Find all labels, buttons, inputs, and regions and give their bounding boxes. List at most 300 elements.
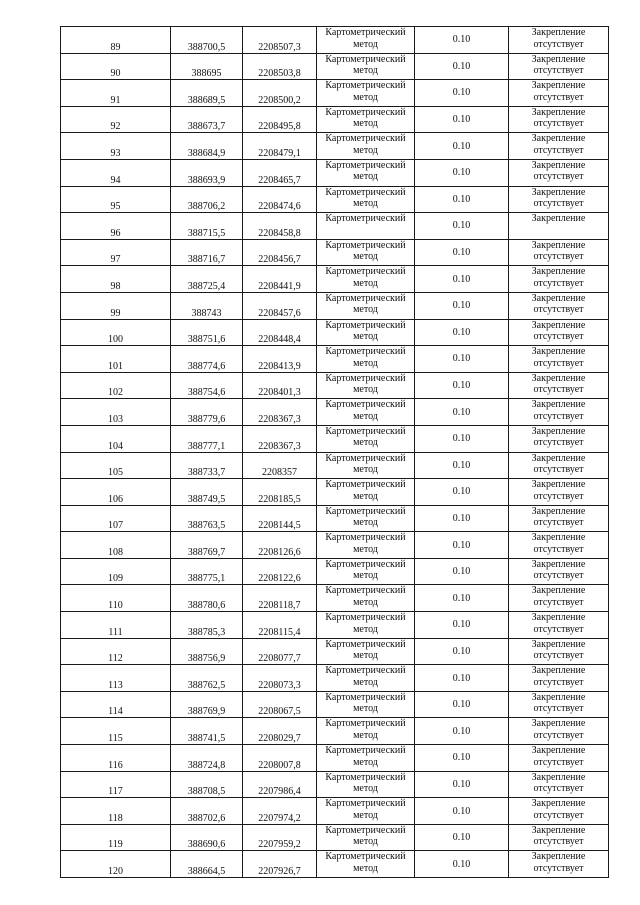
table-row bbox=[61, 505, 609, 532]
point-number-cell: 96 bbox=[61, 213, 171, 240]
method-cell-line: Картометрический bbox=[325, 399, 406, 411]
x-coordinate-cell: 388689,5 bbox=[171, 80, 243, 107]
method-cell-line: Картометрический bbox=[325, 851, 406, 863]
fixing-cell bbox=[509, 106, 609, 133]
accuracy-cell: 0.10 bbox=[415, 452, 509, 479]
y-coordinate-cell: 2207959,2 bbox=[243, 824, 317, 851]
method-cell-line: метод bbox=[353, 543, 378, 555]
fixing-cell-line: отсутствует bbox=[533, 596, 584, 608]
y-coordinate-cell: 2208401,3 bbox=[243, 372, 317, 399]
accuracy-cell: 0.10 bbox=[415, 53, 509, 80]
method-cell-line: Картометрический bbox=[325, 558, 406, 570]
fixing-cell-line: Закрепление bbox=[531, 292, 586, 304]
accuracy-cell: 0.10 bbox=[415, 266, 509, 293]
fixing-cell-line: отсутствует bbox=[533, 836, 584, 848]
fixing-cell-line: Закрепление bbox=[531, 27, 586, 38]
fixing-cell bbox=[509, 505, 609, 532]
fixing-cell bbox=[509, 80, 609, 107]
method-cell bbox=[317, 612, 415, 639]
table-row bbox=[61, 691, 609, 718]
method-cell-line: Картометрический bbox=[325, 665, 406, 677]
fixing-cell-line: отсутствует bbox=[533, 650, 584, 662]
x-coordinate-cell: 388716,7 bbox=[171, 239, 243, 266]
fixing-cell bbox=[509, 425, 609, 452]
table-row bbox=[61, 399, 609, 426]
y-coordinate-cell: 2208007,8 bbox=[243, 745, 317, 772]
point-number-cell: 106 bbox=[61, 479, 171, 506]
x-coordinate-cell: 388769,9 bbox=[171, 691, 243, 718]
fixing-cell bbox=[509, 186, 609, 213]
fixing-cell bbox=[509, 718, 609, 745]
x-coordinate-cell: 388769,7 bbox=[171, 532, 243, 559]
fixing-cell bbox=[509, 346, 609, 373]
method-cell-line: метод bbox=[353, 517, 378, 529]
fixing-cell-line: отсутствует bbox=[533, 357, 584, 369]
point-number-cell: 114 bbox=[61, 691, 171, 718]
fixing-cell bbox=[509, 532, 609, 559]
y-coordinate-cell: 2207974,2 bbox=[243, 798, 317, 825]
point-number-cell: 103 bbox=[61, 399, 171, 426]
fixing-cell-line: отсутствует bbox=[533, 862, 584, 874]
x-coordinate-cell: 388775,1 bbox=[171, 558, 243, 585]
method-cell-line: метод bbox=[353, 862, 378, 874]
method-cell-line: метод bbox=[353, 836, 378, 848]
fixing-cell bbox=[509, 612, 609, 639]
fixing-cell-line: Закрепление bbox=[531, 691, 586, 703]
method-cell-line: метод bbox=[353, 596, 378, 608]
fixing-cell-line: отсутствует bbox=[533, 809, 584, 821]
table-row bbox=[61, 292, 609, 319]
fixing-cell bbox=[509, 771, 609, 798]
fixing-cell-line: отсутствует bbox=[533, 517, 584, 529]
method-cell-line: Картометрический bbox=[325, 213, 406, 225]
fixing-cell-line: отсутствует bbox=[533, 277, 584, 289]
fixing-cell-line: отсутствует bbox=[533, 198, 584, 210]
accuracy-cell: 0.10 bbox=[415, 479, 509, 506]
method-cell-line: метод bbox=[353, 650, 378, 662]
y-coordinate-cell: 2208122,6 bbox=[243, 558, 317, 585]
y-coordinate-cell: 2208118,7 bbox=[243, 585, 317, 612]
method-cell-line: метод bbox=[353, 623, 378, 635]
fixing-cell-line: отсутствует bbox=[533, 703, 584, 715]
method-cell bbox=[317, 292, 415, 319]
fixing-cell-line: отсутствует bbox=[533, 623, 584, 635]
y-coordinate-cell: 2208448,4 bbox=[243, 319, 317, 346]
fixing-cell-line: отсутствует bbox=[533, 437, 584, 449]
method-cell-line: метод bbox=[353, 384, 378, 396]
fixing-cell bbox=[509, 266, 609, 293]
method-cell-line: метод bbox=[353, 809, 378, 821]
fixing-cell-line: отсутствует bbox=[533, 676, 584, 688]
y-coordinate-cell: 2208500,2 bbox=[243, 80, 317, 107]
method-cell-line: Картометрический bbox=[325, 452, 406, 464]
fixing-cell-line: Закрепление bbox=[531, 159, 586, 171]
method-cell bbox=[317, 399, 415, 426]
fixing-cell bbox=[509, 665, 609, 692]
accuracy-cell: 0.10 bbox=[415, 771, 509, 798]
accuracy-cell: 0.10 bbox=[415, 824, 509, 851]
method-cell bbox=[317, 80, 415, 107]
point-number-cell: 119 bbox=[61, 824, 171, 851]
x-coordinate-cell: 388715,5 bbox=[171, 213, 243, 240]
x-coordinate-cell: 388706,2 bbox=[171, 186, 243, 213]
accuracy-cell: 0.10 bbox=[415, 346, 509, 373]
method-cell-line: Картометрический bbox=[325, 27, 406, 38]
method-cell-line: метод bbox=[353, 171, 378, 183]
x-coordinate-cell: 388763,5 bbox=[171, 505, 243, 532]
fixing-cell-line: отсутствует bbox=[533, 729, 584, 741]
accuracy-cell: 0.10 bbox=[415, 798, 509, 825]
table-row bbox=[61, 27, 609, 54]
fixing-cell bbox=[509, 27, 609, 54]
fixing-cell-line: Закрепление bbox=[531, 80, 586, 92]
y-coordinate-cell: 2207926,7 bbox=[243, 851, 317, 878]
table-row bbox=[61, 479, 609, 506]
table-row bbox=[61, 771, 609, 798]
method-cell-line: Картометрический bbox=[325, 106, 406, 118]
table-row bbox=[61, 213, 609, 240]
method-cell-line: метод bbox=[353, 410, 378, 422]
x-coordinate-cell: 388762,5 bbox=[171, 665, 243, 692]
accuracy-cell: 0.10 bbox=[415, 133, 509, 160]
x-coordinate-cell: 388708,5 bbox=[171, 771, 243, 798]
method-cell bbox=[317, 745, 415, 772]
table-row bbox=[61, 372, 609, 399]
table-row bbox=[61, 452, 609, 479]
x-coordinate-cell: 388777,1 bbox=[171, 425, 243, 452]
method-cell bbox=[317, 186, 415, 213]
point-number-cell: 91 bbox=[61, 80, 171, 107]
point-number-cell: 99 bbox=[61, 292, 171, 319]
table-row bbox=[61, 159, 609, 186]
method-cell bbox=[317, 851, 415, 878]
fixing-cell-line: Закрепление bbox=[531, 425, 586, 437]
fixing-cell bbox=[509, 638, 609, 665]
method-cell bbox=[317, 159, 415, 186]
fixing-cell bbox=[509, 558, 609, 585]
x-coordinate-cell: 388693,9 bbox=[171, 159, 243, 186]
x-coordinate-cell: 388780,6 bbox=[171, 585, 243, 612]
x-coordinate-cell: 388756,9 bbox=[171, 638, 243, 665]
x-coordinate-cell: 388774,6 bbox=[171, 346, 243, 373]
point-number-cell: 95 bbox=[61, 186, 171, 213]
fixing-cell-line: Закрепление bbox=[531, 372, 586, 384]
accuracy-cell: 0.10 bbox=[415, 80, 509, 107]
x-coordinate-cell: 388725,4 bbox=[171, 266, 243, 293]
y-coordinate-cell: 2208474,6 bbox=[243, 186, 317, 213]
method-cell-line: Картометрический bbox=[325, 292, 406, 304]
point-number-cell: 118 bbox=[61, 798, 171, 825]
method-cell-line: метод bbox=[353, 118, 378, 130]
point-number-cell: 117 bbox=[61, 771, 171, 798]
point-number-cell: 115 bbox=[61, 718, 171, 745]
method-cell-line: метод bbox=[353, 437, 378, 449]
accuracy-cell: 0.10 bbox=[415, 532, 509, 559]
method-cell-line: Картометрический bbox=[325, 532, 406, 544]
method-cell bbox=[317, 133, 415, 160]
fixing-cell-line: отсутствует bbox=[533, 756, 584, 768]
point-number-cell: 98 bbox=[61, 266, 171, 293]
fixing-cell-line: Закрепление bbox=[531, 266, 586, 278]
accuracy-cell: 0.10 bbox=[415, 106, 509, 133]
method-cell-line: Картометрический bbox=[325, 585, 406, 597]
point-number-cell: 112 bbox=[61, 638, 171, 665]
fixing-cell bbox=[509, 239, 609, 266]
table-row bbox=[61, 266, 609, 293]
fixing-cell bbox=[509, 479, 609, 506]
method-cell-line: метод bbox=[353, 65, 378, 77]
method-cell-line: Картометрический bbox=[325, 319, 406, 331]
method-cell bbox=[317, 771, 415, 798]
method-cell-line: Картометрический bbox=[325, 638, 406, 650]
point-number-cell: 94 bbox=[61, 159, 171, 186]
x-coordinate-cell: 388785,3 bbox=[171, 612, 243, 639]
fixing-cell-line: Закрепление bbox=[531, 798, 586, 810]
method-cell bbox=[317, 505, 415, 532]
fixing-cell-line: Закрепление bbox=[531, 53, 586, 65]
fixing-cell bbox=[509, 159, 609, 186]
accuracy-cell: 0.10 bbox=[415, 27, 509, 54]
fixing-cell-line: Закрепление bbox=[531, 319, 586, 331]
y-coordinate-cell: 2208185,5 bbox=[243, 479, 317, 506]
fixing-cell-line: отсутствует bbox=[533, 38, 584, 50]
method-cell bbox=[317, 372, 415, 399]
fixing-cell-line: Закрепление bbox=[531, 851, 586, 863]
x-coordinate-cell: 388664,5 bbox=[171, 851, 243, 878]
fixing-cell-line: отсутствует bbox=[533, 144, 584, 156]
method-cell-line: метод bbox=[353, 756, 378, 768]
point-number-cell: 93 bbox=[61, 133, 171, 160]
table-row bbox=[61, 638, 609, 665]
table-row bbox=[61, 824, 609, 851]
fixing-cell-line: Закрепление bbox=[531, 399, 586, 411]
method-cell bbox=[317, 479, 415, 506]
table-row bbox=[61, 346, 609, 373]
fixing-cell-line: отсутствует bbox=[533, 543, 584, 555]
accuracy-cell: 0.10 bbox=[415, 718, 509, 745]
x-coordinate-cell: 388743 bbox=[171, 292, 243, 319]
method-cell-line: метод bbox=[353, 570, 378, 582]
method-cell bbox=[317, 452, 415, 479]
y-coordinate-cell: 2208479,1 bbox=[243, 133, 317, 160]
table-row bbox=[61, 106, 609, 133]
accuracy-cell: 0.10 bbox=[415, 745, 509, 772]
y-coordinate-cell: 2208367,3 bbox=[243, 425, 317, 452]
y-coordinate-cell: 2208126,6 bbox=[243, 532, 317, 559]
y-coordinate-cell: 2208441,9 bbox=[243, 266, 317, 293]
method-cell-line: Картометрический bbox=[325, 346, 406, 358]
fixing-cell-line: отсутствует bbox=[533, 490, 584, 502]
fixing-cell bbox=[509, 824, 609, 851]
y-coordinate-cell: 2208457,6 bbox=[243, 292, 317, 319]
fixing-cell bbox=[509, 372, 609, 399]
table-row bbox=[61, 53, 609, 80]
method-cell-line: Картометрический bbox=[325, 53, 406, 65]
table-row bbox=[61, 745, 609, 772]
x-coordinate-cell: 388724,8 bbox=[171, 745, 243, 772]
method-cell-line: метод bbox=[353, 198, 378, 210]
fixing-cell-line: Закрепление bbox=[531, 505, 586, 517]
y-coordinate-cell: 2208067,5 bbox=[243, 691, 317, 718]
method-cell bbox=[317, 824, 415, 851]
method-cell-line: метод bbox=[353, 703, 378, 715]
y-coordinate-cell: 2208458,8 bbox=[243, 213, 317, 240]
point-number-cell: 102 bbox=[61, 372, 171, 399]
method-cell-line: Картометрический bbox=[325, 824, 406, 836]
fixing-cell-line: Закрепление bbox=[531, 479, 586, 491]
fixing-cell bbox=[509, 292, 609, 319]
accuracy-cell: 0.10 bbox=[415, 691, 509, 718]
method-cell-line: метод bbox=[353, 729, 378, 741]
method-cell bbox=[317, 558, 415, 585]
x-coordinate-cell: 388749,5 bbox=[171, 479, 243, 506]
table-row bbox=[61, 585, 609, 612]
point-number-cell: 109 bbox=[61, 558, 171, 585]
accuracy-cell: 0.10 bbox=[415, 665, 509, 692]
fixing-cell-line: Закрепление bbox=[531, 771, 586, 783]
fixing-cell bbox=[509, 213, 609, 240]
method-cell-line: Картометрический bbox=[325, 718, 406, 730]
fixing-cell-line: отсутствует bbox=[533, 384, 584, 396]
method-cell bbox=[317, 319, 415, 346]
method-cell-line: Картометрический bbox=[325, 372, 406, 384]
method-cell bbox=[317, 798, 415, 825]
method-cell bbox=[317, 346, 415, 373]
accuracy-cell: 0.10 bbox=[415, 292, 509, 319]
method-cell-line: Картометрический bbox=[325, 745, 406, 757]
point-number-cell: 120 bbox=[61, 851, 171, 878]
accuracy-cell: 0.10 bbox=[415, 612, 509, 639]
y-coordinate-cell: 2207986,4 bbox=[243, 771, 317, 798]
table-row bbox=[61, 425, 609, 452]
fixing-cell-line: отсутствует bbox=[533, 65, 584, 77]
table-row bbox=[61, 133, 609, 160]
fixing-cell-line: отсутствует bbox=[533, 570, 584, 582]
fixing-cell bbox=[509, 399, 609, 426]
fixing-cell-line: отсутствует bbox=[533, 331, 584, 343]
fixing-cell-line: Закрепление bbox=[531, 718, 586, 730]
accuracy-cell: 0.10 bbox=[415, 372, 509, 399]
method-cell-line: метод bbox=[353, 144, 378, 156]
method-cell-line: метод bbox=[353, 676, 378, 688]
method-cell-line: метод bbox=[353, 331, 378, 343]
fixing-cell-line: отсутствует bbox=[533, 91, 584, 103]
point-number-cell: 105 bbox=[61, 452, 171, 479]
method-cell-line: метод bbox=[353, 464, 378, 475]
method-cell bbox=[317, 585, 415, 612]
accuracy-cell: 0.10 bbox=[415, 213, 509, 240]
accuracy-cell: 0.10 bbox=[415, 186, 509, 213]
point-number-cell: 107 bbox=[61, 505, 171, 532]
table-row bbox=[61, 80, 609, 107]
point-number-cell: 90 bbox=[61, 53, 171, 80]
fixing-cell-line: Закрепление bbox=[531, 213, 586, 225]
accuracy-cell: 0.10 bbox=[415, 851, 509, 878]
fixing-cell bbox=[509, 798, 609, 825]
method-cell-line: Картометрический bbox=[325, 771, 406, 783]
method-cell bbox=[317, 532, 415, 559]
fixing-cell bbox=[509, 851, 609, 878]
method-cell bbox=[317, 106, 415, 133]
point-number-cell: 108 bbox=[61, 532, 171, 559]
fixing-cell-line: отсутствует bbox=[533, 251, 584, 263]
x-coordinate-cell: 388702,6 bbox=[171, 798, 243, 825]
method-cell bbox=[317, 27, 415, 54]
accuracy-cell: 0.10 bbox=[415, 558, 509, 585]
fixing-cell-line: Закрепление bbox=[531, 824, 586, 836]
table-row bbox=[61, 186, 609, 213]
fixing-cell bbox=[509, 745, 609, 772]
table-row bbox=[61, 665, 609, 692]
table-row bbox=[61, 718, 609, 745]
y-coordinate-cell: 2208367,3 bbox=[243, 399, 317, 426]
method-cell-line: Картометрический bbox=[325, 133, 406, 145]
fixing-cell-line: Закрепление bbox=[531, 532, 586, 544]
accuracy-cell: 0.10 bbox=[415, 638, 509, 665]
y-coordinate-cell: 2208465,7 bbox=[243, 159, 317, 186]
accuracy-cell: 0.10 bbox=[415, 159, 509, 186]
fixing-cell-line: Закрепление bbox=[531, 452, 586, 464]
x-coordinate-cell: 388754,6 bbox=[171, 372, 243, 399]
accuracy-cell: 0.10 bbox=[415, 425, 509, 452]
method-cell-line: Картометрический bbox=[325, 612, 406, 624]
method-cell-line: метод bbox=[353, 277, 378, 289]
method-cell bbox=[317, 53, 415, 80]
fixing-cell-line: Закрепление bbox=[531, 665, 586, 677]
fixing-cell bbox=[509, 319, 609, 346]
fixing-cell-line: отсутствует bbox=[533, 171, 584, 183]
fixing-cell-line: отсутствует bbox=[533, 783, 584, 795]
method-cell-line: Картометрический bbox=[325, 425, 406, 437]
y-coordinate-cell: 2208115,4 bbox=[243, 612, 317, 639]
point-number-cell: 97 bbox=[61, 239, 171, 266]
method-cell-line: метод bbox=[353, 783, 378, 795]
method-cell bbox=[317, 638, 415, 665]
point-number-cell: 89 bbox=[61, 27, 171, 54]
coordinates-table bbox=[60, 26, 609, 878]
x-coordinate-cell: 388700,5 bbox=[171, 27, 243, 54]
x-coordinate-cell: 388684,9 bbox=[171, 133, 243, 160]
x-coordinate-cell: 388673,7 bbox=[171, 106, 243, 133]
method-cell-line: Картометрический bbox=[325, 159, 406, 171]
method-cell-line: Картометрический bbox=[325, 186, 406, 198]
y-coordinate-cell: 2208029,7 bbox=[243, 718, 317, 745]
fixing-cell-line: Закрепление bbox=[531, 133, 586, 145]
fixing-cell-line: Закрепление bbox=[531, 612, 586, 624]
fixing-cell bbox=[509, 133, 609, 160]
method-cell-line: Картометрический bbox=[325, 798, 406, 810]
point-number-cell: 104 bbox=[61, 425, 171, 452]
fixing-cell-line: Закрепление bbox=[531, 585, 586, 597]
method-cell bbox=[317, 691, 415, 718]
y-coordinate-cell: 2208413,9 bbox=[243, 346, 317, 373]
fixing-cell-line: отсутствует bbox=[533, 464, 584, 475]
method-cell bbox=[317, 718, 415, 745]
y-coordinate-cell: 2208507,3 bbox=[243, 27, 317, 54]
fixing-cell-line: Закрепление bbox=[531, 638, 586, 650]
fixing-cell-line: Закрепление bbox=[531, 186, 586, 198]
method-cell-line: метод bbox=[353, 91, 378, 103]
method-cell-line: Картометрический bbox=[325, 80, 406, 92]
y-coordinate-cell: 2208073,3 bbox=[243, 665, 317, 692]
y-coordinate-cell: 2208495,8 bbox=[243, 106, 317, 133]
method-cell bbox=[317, 239, 415, 266]
fixing-cell-line: отсутствует bbox=[533, 410, 584, 422]
fixing-cell bbox=[509, 452, 609, 479]
y-coordinate-cell: 2208456,7 bbox=[243, 239, 317, 266]
method-cell-line: Картометрический bbox=[325, 505, 406, 517]
document-page bbox=[60, 26, 608, 878]
